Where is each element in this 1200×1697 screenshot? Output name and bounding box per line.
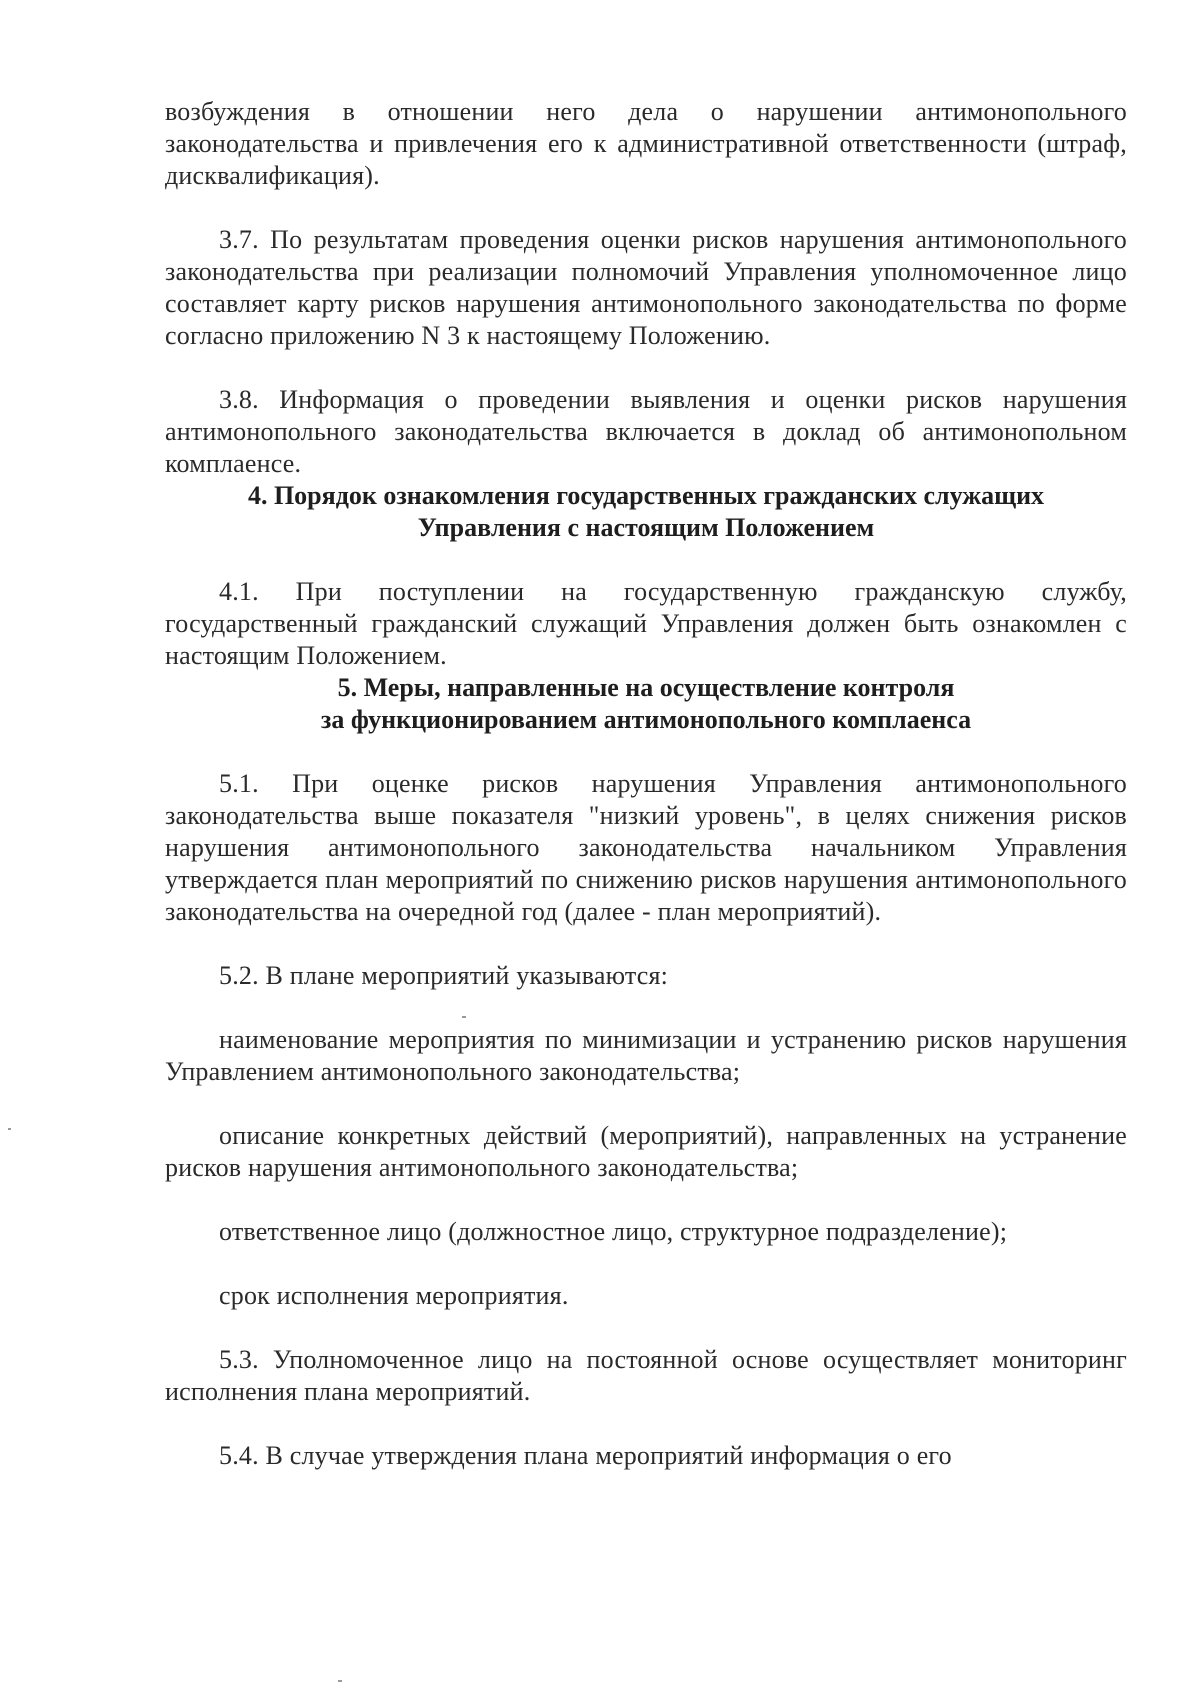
section-5-title-line-1: 5. Меры, направленные на осуществление контроля xyxy=(337,673,955,702)
paragraph-4-1: 4.1. При поступлении на государственную гражданскую службу, государственный гражданский служащий Управления должен быть ознакомлен с настоящим Положением. xyxy=(165,577,1127,670)
paragraph-5-4: 5.4. В случае утверждения плана мероприятий информация о его xyxy=(219,1441,952,1470)
section-4-title-line-2: Управления с настоящим Положением xyxy=(417,513,875,542)
list-item-responsible-person: ответственное лицо (должностное лицо, структурное подразделение); xyxy=(219,1217,1008,1246)
scan-speck xyxy=(8,1128,11,1130)
section-5-title xyxy=(165,672,1127,736)
document-page xyxy=(165,96,1127,1472)
paragraph-3-8: 3.8. Информация о проведении выявления и оценки рисков нарушения антимонопольного законодательства включается в доклад об антимонопольном комплаенсе. xyxy=(165,385,1127,478)
paragraph-5-2: 5.2. В плане мероприятий указываются: xyxy=(219,961,669,990)
list-item-deadline: срок исполнения мероприятия. xyxy=(219,1281,569,1310)
scan-speck xyxy=(338,1680,342,1682)
section-5-title-line-2: за функционированием антимонопольного комплаенса xyxy=(320,705,972,734)
list-item-actions-description: описание конкретных действий (мероприятий), направленных на устранение рисков нарушения антимонопольного законодательства; xyxy=(165,1121,1127,1182)
section-4-title-line-1: 4. Порядок ознакомления государственных гражданских служащих xyxy=(247,481,1045,510)
section-4-title xyxy=(165,480,1127,544)
paragraph-5-1: 5.1. При оценке рисков нарушения Управления антимонопольного законодательства выше показателя "низкий уровень", в целях снижения рисков нарушения антимонопольного законодательства начальником Управления утверждается план мероприятий по снижению рисков нарушения антимонопольного законодательства на очередной год (далее - план мероприятий). xyxy=(165,769,1127,926)
paragraph-5-3: 5.3. Уполномоченное лицо на постоянной основе осуществляет мониторинг исполнения плана мероприятий. xyxy=(165,1345,1127,1406)
intro-paragraph: возбуждения в отношении него дела о нарушении антимонопольного законодательства и привлечения его к административной ответственности (штраф, дисквалификация). xyxy=(165,97,1127,190)
paragraph-3-7: 3.7. По результатам проведения оценки рисков нарушения антимонопольного законодательства при реализации полномочий Управления уполномоченное лицо составляет карту рисков нарушения антимонопольного законодательства по форме согласно приложению N 3 к настоящему Положению. xyxy=(165,225,1127,350)
list-item-measure-name: наименование мероприятия по минимизации и устранению рисков нарушения Управлением антимонопольного законодательства; xyxy=(165,1025,1127,1086)
scan-speck xyxy=(462,1016,466,1018)
